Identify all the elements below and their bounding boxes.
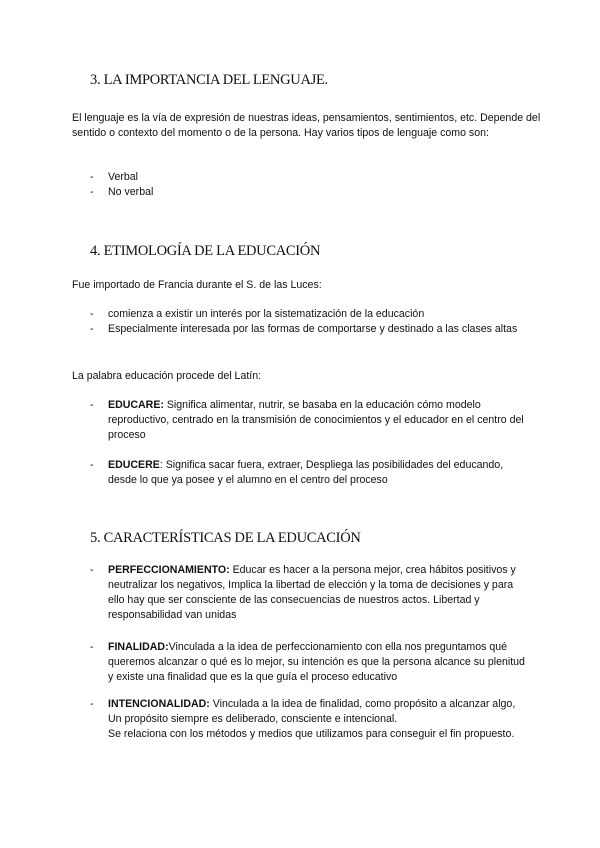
characteristic-item (90, 563, 530, 623)
term-label: EDUCERE (108, 459, 160, 471)
bullet-dash: - (90, 323, 94, 335)
section-3-intro: El lenguaje es la vía de expresión de nuestras ideas, pensamientos, sentimientos, etc. Depende del sentido o contexto del momento o de la persona. Hay varios tipos de lenguaje como son: (72, 112, 541, 139)
list-item-text: No verbal (108, 186, 154, 198)
latin-intro: La palabra educación procede del Latín: (72, 370, 262, 382)
characteristic-item (90, 640, 530, 685)
term-label: EDUCARE: (108, 399, 164, 411)
list-item-text: Especialmente interesada por las formas de comportarse y destinado a las clases altas (108, 323, 518, 335)
bullet-dash: - (90, 186, 94, 198)
section-4-intro: Fue importado de Francia durante el S. de las Luces: (72, 279, 322, 291)
term-text: : Significa sacar fuera, extraer, Despliega las posibilidades del educando, desde lo que ya posee y el alumno en el centro del proceso (108, 459, 504, 486)
term-text: Vinculada a la idea de perfeccionamiento con ella nos preguntamos qué queremos alcanzar o qué es lo mejor, su intención es que la persona alcance su plenitud y existe una finalidad que es la que guía el proceso educativo (108, 641, 525, 683)
bullet-dash: - (90, 698, 94, 710)
characteristic-item (90, 697, 530, 742)
bullet-dash: - (90, 171, 94, 183)
bullet-dash: - (90, 641, 94, 653)
bullet-dash: - (90, 459, 94, 471)
term-text-continued: Se relaciona con los métodos y medios que utilizamos para conseguir el fin propuesto. (108, 728, 515, 740)
term-text: Vinculada a la idea de finalidad, como propósito a alcanzar algo, Un propósito siempre es deliberado, consciente e intencional. (108, 698, 516, 725)
term-text: Educar es hacer a la persona mejor, crea hábitos positivos y neutralizar los negativos, Implica la libertad de elección y la toma de decisiones y para ello hay que ser consciente de las consecuencias de nuestros actos. Libertad y responsabilidad van unidas (108, 564, 516, 621)
bullet-dash: - (90, 399, 94, 411)
section-3-heading: 3. LA IMPORTANCIA DEL LENGUAJE. (90, 72, 328, 88)
term-item (90, 458, 530, 488)
list-item-text: comienza a existir un interés por la sistematización de la educación (108, 308, 425, 320)
term-text: Significa alimentar, nutrir, se basaba en la educación cómo modelo reproductivo, centrado en la transmisión de conocimientos y el educador en el centro del proceso (108, 399, 524, 441)
term-label: FINALIDAD: (108, 641, 169, 653)
list-item-text: Verbal (108, 171, 139, 183)
list-item (90, 322, 530, 337)
section-5-heading: 5. CARACTERÍSTICAS DE LA EDUCACIÓN (90, 530, 361, 546)
term-label: PERFECCIONAMIENTO: (108, 564, 230, 576)
bullet-dash: - (90, 564, 94, 576)
list-item (90, 185, 530, 200)
bullet-dash: - (90, 308, 94, 320)
term-label: INTENCIONALIDAD: (108, 698, 210, 710)
term-item (90, 398, 530, 443)
section-4-heading: 4. ETIMOLOGÍA DE LA EDUCACIÓN (90, 243, 321, 259)
list-item (90, 307, 530, 322)
list-item (90, 170, 530, 185)
